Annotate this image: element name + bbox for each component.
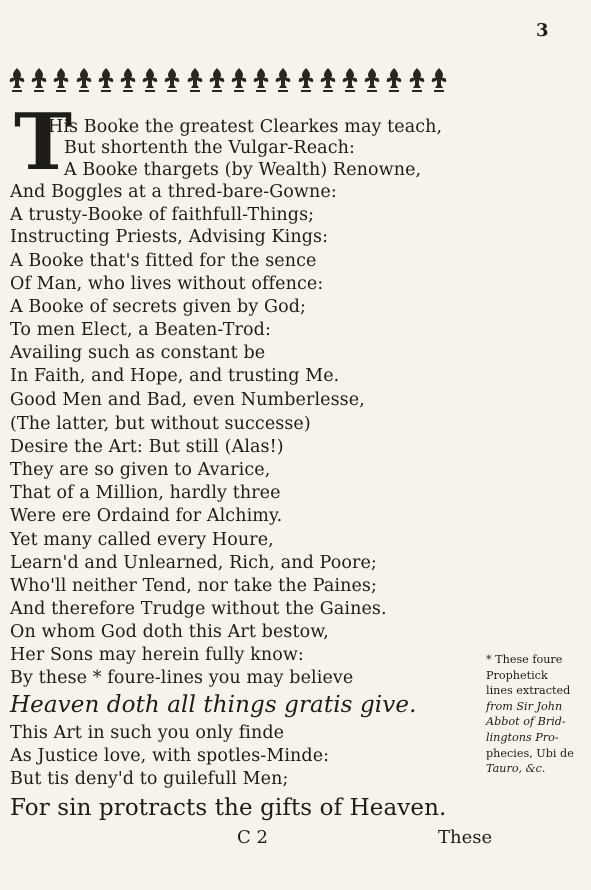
poem-line-emphasis: For sin protracts the gifts of Heaven. — [10, 795, 447, 821]
poem-line: By these * foure-lines you may believe — [10, 668, 354, 688]
poem-line: But tis deny'd to guilefull Men; — [10, 769, 289, 789]
poem-line: In Faith, and Hope, and trusting Me. — [10, 366, 340, 386]
poem-line: They are so given to Avarice, — [10, 460, 271, 480]
poem-line: Learn'd and Unlearned, Rich, and Poore; — [10, 553, 377, 573]
note-line: phecies, Ubi de — [486, 746, 574, 760]
poem-line: His Booke the greatest Clearkes may teach, — [48, 117, 443, 137]
poem-line: On whom God doth this Art bestow, — [10, 622, 329, 642]
note-line: from Sir John — [486, 699, 563, 713]
poem-line: A Booke thargets (by Wealth) Renowne, — [64, 160, 422, 180]
page-number: 3 — [536, 20, 549, 41]
poem-line: As Justice love, with spotles-Minde: — [10, 746, 330, 766]
poem-line-emphasis: Heaven doth all things gratis give. — [10, 692, 417, 718]
note-line: Tauro, &c. — [486, 762, 546, 776]
poem-line: Availing such as constant be — [10, 343, 266, 363]
signature-mark: C 2 — [237, 827, 268, 848]
poem-line: Her Sons may herein fully know: — [10, 645, 304, 665]
poem-line: (The latter, but without successe) — [10, 414, 311, 434]
poem-line: And therefore Trudge without the Gaines. — [10, 599, 387, 619]
poem-line: A Booke of secrets given by God; — [10, 297, 307, 317]
poem-line: To men Elect, a Beaten-Trod: — [10, 320, 271, 340]
note-line: * These foure — [486, 653, 563, 666]
poem-line: Desire the Art: But still (Alas!) — [10, 437, 284, 457]
poem-line: That of a Million, hardly three — [10, 483, 281, 503]
poem-line: Yet many called every Houre, — [10, 530, 274, 550]
poem-line: This Art in such you only finde — [10, 723, 285, 743]
marginal-note — [486, 652, 588, 777]
catchword: These — [438, 827, 493, 848]
poem-line: But shortenth the Vulgar-Reach: — [64, 138, 355, 158]
poem-line: Good Men and Bad, even Numberlesse, — [10, 390, 365, 410]
poem-line: A Booke that's fitted for the sence — [10, 251, 317, 271]
poem-line: Who'll neither Tend, nor take the Paines; — [10, 576, 378, 596]
poem-line: Instructing Priests, Advising Kings: — [10, 227, 329, 247]
drop-cap: T — [14, 97, 73, 188]
note-line: Prophetick — [486, 668, 548, 682]
poem-line: Of Man, who lives without offence: — [10, 274, 324, 294]
poem-line: Were ere Ordaind for Alchimy. — [10, 506, 283, 526]
note-line: Abbot of Brid- — [486, 715, 566, 729]
note-line: lines extracted — [486, 684, 571, 698]
note-line: lingtons Pro- — [486, 730, 559, 744]
poem-line: A trusty-Booke of faithfull-Things; — [10, 205, 315, 225]
poem-line: And Boggles at a thred-bare-Gowne: — [10, 182, 337, 202]
